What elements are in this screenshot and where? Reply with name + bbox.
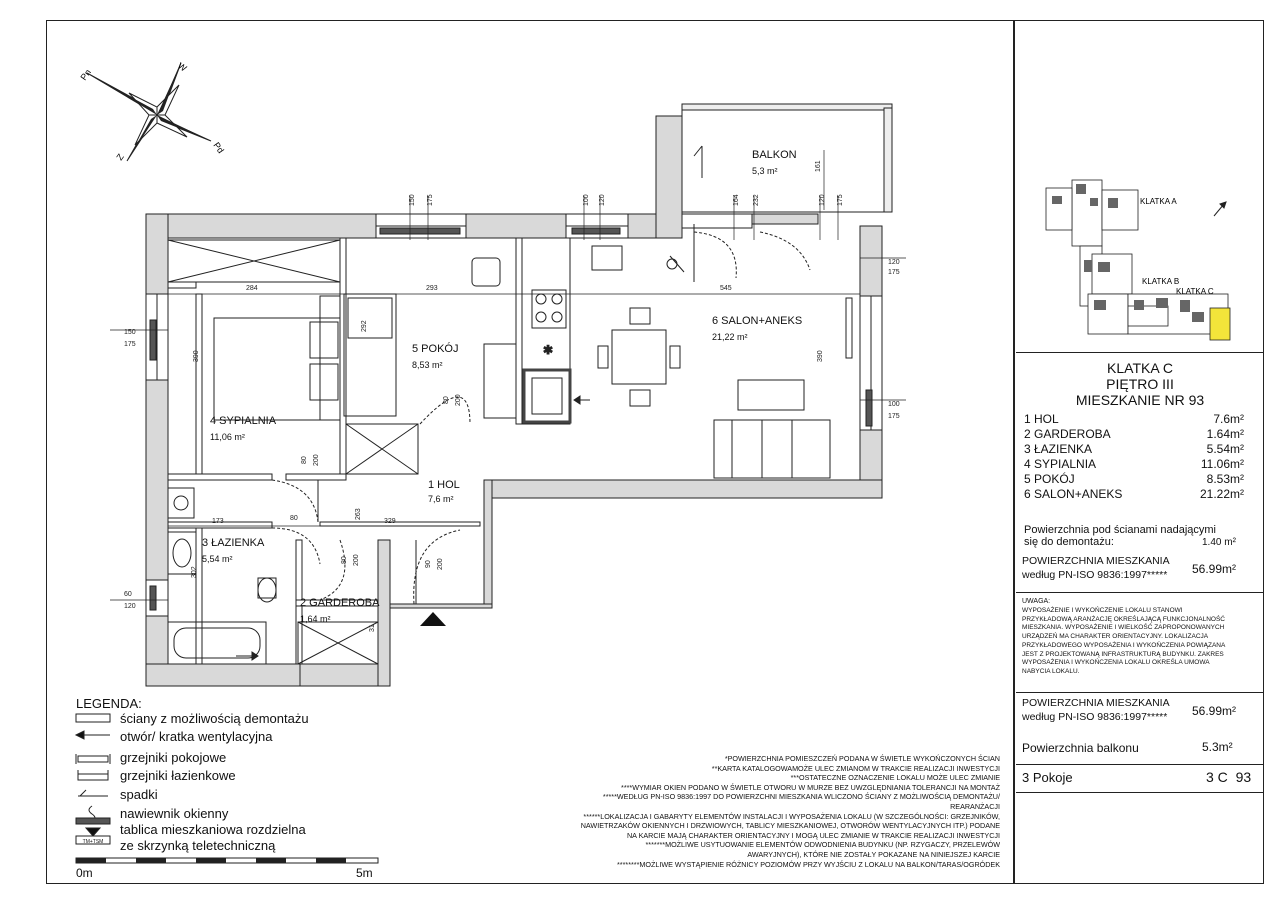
- legend-item-demountable: ściany z możliwością demontażu: [120, 711, 309, 726]
- area-row-salon: 6 SALON+ANEKS 21.22m²: [1024, 487, 1244, 501]
- room-pokoj-area: 8,53 m²: [412, 360, 443, 370]
- dim-390-left: 390: [193, 350, 200, 362]
- dim-120-top: 120: [599, 194, 606, 206]
- dim-545: 545: [720, 285, 732, 292]
- info-klatka: KLATKA C: [1107, 360, 1173, 376]
- room-hol-area: 7,6 m²: [428, 494, 454, 504]
- dim-292: 292: [361, 320, 368, 332]
- dim-302: 302: [191, 566, 198, 578]
- keyplan-klatka-b: KLATKA B: [1142, 277, 1180, 286]
- vent-arrows: [236, 396, 590, 660]
- rooms-count: 3 Pokoje: [1022, 770, 1073, 785]
- room-lazienka-area: 5,54 m²: [202, 554, 233, 564]
- dim-200-gard: 200: [353, 554, 360, 566]
- dim-175-top: 175: [427, 194, 434, 206]
- info-divider-3: [1016, 692, 1264, 693]
- dim-90: 90: [425, 560, 432, 568]
- area-row-hol: 1 HOL 7.6m²: [1024, 412, 1244, 426]
- balkon-area-value: 5.3m²: [1202, 740, 1233, 754]
- highlighted-apartment: [1210, 308, 1230, 340]
- under-walls-label-1: Powierzchnia pod ścianami nadającymi: [1024, 524, 1216, 536]
- compass-n: Pn: [78, 67, 93, 83]
- dim-164: 164: [733, 194, 740, 206]
- key-plan: [1016, 174, 1264, 350]
- dim-120-balcony: 120: [819, 194, 826, 206]
- dim-263: 263: [355, 508, 362, 520]
- room-balkon-name: BALKON: [752, 149, 797, 161]
- dim-200-entry: 200: [437, 558, 444, 570]
- uwaga-title: UWAGA:: [1022, 598, 1051, 605]
- legend-item-slopes: spadki: [120, 787, 158, 802]
- scale-bar: [76, 858, 378, 863]
- pow2-value: 56.99m²: [1192, 704, 1237, 718]
- dim-175-balcony: 175: [837, 194, 844, 206]
- dim-100-right: 100: [888, 401, 900, 408]
- dim-284: 284: [246, 285, 258, 292]
- apartment-code: 3 C 93: [1206, 769, 1252, 785]
- dim-60: 60: [124, 591, 132, 598]
- kitchen-furniture: [472, 238, 684, 424]
- room-sypialnia-name: 4 SYPIALNIA: [210, 415, 277, 427]
- area-row-garderoba: 2 GARDEROBA 1.64m²: [1024, 427, 1244, 441]
- room-lazienka-name: 3 ŁAZIENKA: [202, 537, 265, 549]
- pow2-label-2: według PN-ISO 9836:1997*****: [1022, 711, 1168, 723]
- dim-175-right2: 175: [888, 413, 900, 420]
- dim-100-top: 100: [583, 194, 590, 206]
- dim-80-lazienka: 80: [290, 515, 298, 522]
- under-walls-value: 1.40 m²: [1202, 537, 1236, 548]
- compass-rose-icon: [78, 60, 225, 162]
- entrance-arrow-icon: [420, 612, 446, 626]
- dim-175-right: 175: [888, 269, 900, 276]
- dim-390-right: 390: [817, 350, 824, 362]
- dim-175-left: 175: [124, 341, 136, 348]
- door-leaves: [318, 224, 694, 604]
- under-walls-label-2: się do demontażu:: [1024, 536, 1114, 548]
- pow2-label-1: POWIERZCHNIA MIESZKANIA: [1022, 697, 1170, 709]
- info-divider-4: [1016, 764, 1264, 765]
- room-balkon-area: 5,3 m²: [752, 166, 778, 176]
- dim-329: 329: [384, 518, 396, 525]
- room-garderoba-name: 2 GARDEROBA: [300, 597, 380, 609]
- svg-text:TM+TSM: TM+TSM: [82, 839, 104, 845]
- room-sypialnia-area: 11,06 m²: [210, 432, 245, 442]
- legend-item-bath-radiator: grzejniki łazienkowe: [120, 768, 236, 783]
- compass-w: W: [175, 60, 189, 74]
- area-row-pokoj: 5 POKÓJ 8.53m²: [1024, 472, 1244, 486]
- area-row-lazienka: 3 ŁAZIENKA 5.54m²: [1024, 442, 1244, 456]
- dim-173: 173: [212, 518, 224, 525]
- pow1-label-2: według PN-ISO 9836:1997*****: [1022, 569, 1168, 581]
- info-pietro: PIĘTRO III: [1106, 376, 1174, 392]
- dim-200-syp: 200: [313, 454, 320, 466]
- dim-120-right: 120: [888, 259, 900, 266]
- uwaga-text: WYPOSAŻENIE I WYKOŃCZENIE LOKALU STANOWI PRZYKŁADOWĄ ARANŻACJĘ OKREŚLAJĄCĄ FUNKCJONALNOŚĆ MIESZKANIA. WYPOSAŻENIE I WIELKOŚĆ ZAPROPONOWANYCH URZĄDZEŃ MA CHARAKTER ORIENTACYJNY. LOKALIZACJA PRZYKŁADOWEGO WYPOSAŻENIA I WYKOŃCZENIA POWIĄZANA JEST Z PROJEKTOWANĄ INFRASTRUKTURĄ BUDYNKU. ZAKRES WYPOSAŻENIA I WYKOŃCZENIA LOKALU OKREŚLA UMOWA NABYCIA LOKALU.: [1022, 607, 1226, 675]
- dim-232: 232: [753, 194, 760, 206]
- legend-item-window-vent: nawiewnik okienny: [120, 806, 229, 821]
- legend-title: LEGENDA:: [76, 696, 142, 711]
- compass-e: Pd: [211, 140, 226, 156]
- keyplan-north-arrow-icon: [1214, 202, 1226, 216]
- dim-161: 161: [815, 160, 822, 172]
- keyplan-klatka-a: KLATKA A: [1140, 197, 1177, 206]
- bedroom-furniture: [168, 240, 340, 420]
- svg-text:✱: ✱: [542, 343, 554, 357]
- legend-item-room-radiator: grzejniki pokojowe: [120, 750, 227, 765]
- compass-s: Z: [114, 151, 126, 163]
- legend-item-panel-2: ze skrzynką teletechniczną: [120, 838, 276, 853]
- dim-293: 293: [426, 285, 438, 292]
- pow1-value: 56.99m²: [1192, 562, 1237, 576]
- keyplan-klatka-c: KLATKA C: [1176, 287, 1214, 296]
- dim-31: 31: [369, 624, 376, 632]
- dim-80-syp: 80: [301, 456, 308, 464]
- dim-200-pokoj: 200: [455, 394, 462, 406]
- legend-item-panel: tablica mieszkaniowa rozdzielna: [120, 822, 306, 837]
- scale-end-label: 5m: [356, 866, 373, 880]
- room-pokoj-name: 5 POKÓJ: [412, 343, 459, 355]
- area-row-sypialnia: 4 SYPIALNIA 11.06m²: [1024, 457, 1244, 471]
- balkon-area-label: Powierzchnia balkonu: [1022, 741, 1139, 755]
- footnotes: *POWIERZCHNIA POMIESZCZEŃ PODANA W ŚWIETLE WYKOŃCZONYCH ŚCIAN **KARTA KATALOGOWAMOŻE ULEC ZMIANOM W TRAKCIE REALIZACJI INWESTYCJI ***OSTATECZNE OZNACZENIE LOKALU MOŻE ULEC ZMIANIE ****WYMIAR OKIEN PODANO W ŚWIETLE OTWORU W MURZE BEZ UWZGLĘDNIANIA TOLERANCJI NA MONTAŻ *****WEDŁUG PN-ISO 9836:1997 DO POWIERZCHNI MIESZKANIA WLICZONO ŚCIANY Z MOŻLIWOŚCIĄ DEMONTAŻU/ REARANŻACJI ******LOKALIZACJA I GABARYTY ELEMENTÓW INSTALACJI I WYPOSAŻENIA LOKALU (W SZCZEGÓLNOŚCI: GRZEJNIKÓW, NAWIETRZAKÓW OKIENNYCH I DRZWIOWYCH, TABLICY MIESZKANIOWEJ, OTWORÓW WENTYLACYJNYCH ITP.) PODANE NA KARCIE MAJĄ CHARAKTER ORIENTACYJNY I MOGĄ ULEC ZMIANIE W TRAKCIE REALIZACJI INWESTYCJI *******MOŻLIWE USYTUOWANIE ELEMENTÓW ODWODNIENIA BUDYNKU (NP. RZYGACZY, PRZELEWÓW AWARYJNYCH), KTÓRE NIE ZOSTAŁY POKAZANE NA NINIEJSZEJ KARCIE ********MOŻLIWE WYSTĄPIENIE RÓŻNICY POZIOMÓW PRZY WYJŚCIU Z LOKALU NA BALKON/TARAS/OGRÓDEK: [580, 754, 1000, 869]
- outer-walls: [146, 116, 882, 686]
- info-divider-1: [1016, 352, 1264, 353]
- legend-symbols: [76, 714, 110, 845]
- room-furniture: [344, 294, 418, 474]
- pow1-label-1: POWIERZCHNIA MIESZKANIA: [1022, 555, 1170, 567]
- scale-start-label: 0m: [76, 866, 93, 880]
- dim-150-left: 150: [124, 329, 136, 336]
- room-hol-name: 1 HOL: [428, 479, 460, 491]
- dim-120-left: 120: [124, 603, 136, 610]
- dim-80-gard: 80: [341, 556, 348, 564]
- legend-item-vent: otwór/ kratka wentylacyjna: [120, 729, 273, 744]
- room-garderoba-area: 1,64 m²: [300, 614, 331, 624]
- dim-80-pokoj: 80: [443, 396, 450, 404]
- room-salon-name: 6 SALON+ANEKS: [712, 315, 803, 327]
- dim-150-top: 150: [409, 194, 416, 206]
- info-divider-5: [1016, 792, 1264, 793]
- info-divider-2: [1016, 592, 1264, 593]
- info-mieszkanie: MIESZKANIE NR 93: [1075, 392, 1205, 408]
- room-salon-area: 21,22 m²: [712, 332, 748, 342]
